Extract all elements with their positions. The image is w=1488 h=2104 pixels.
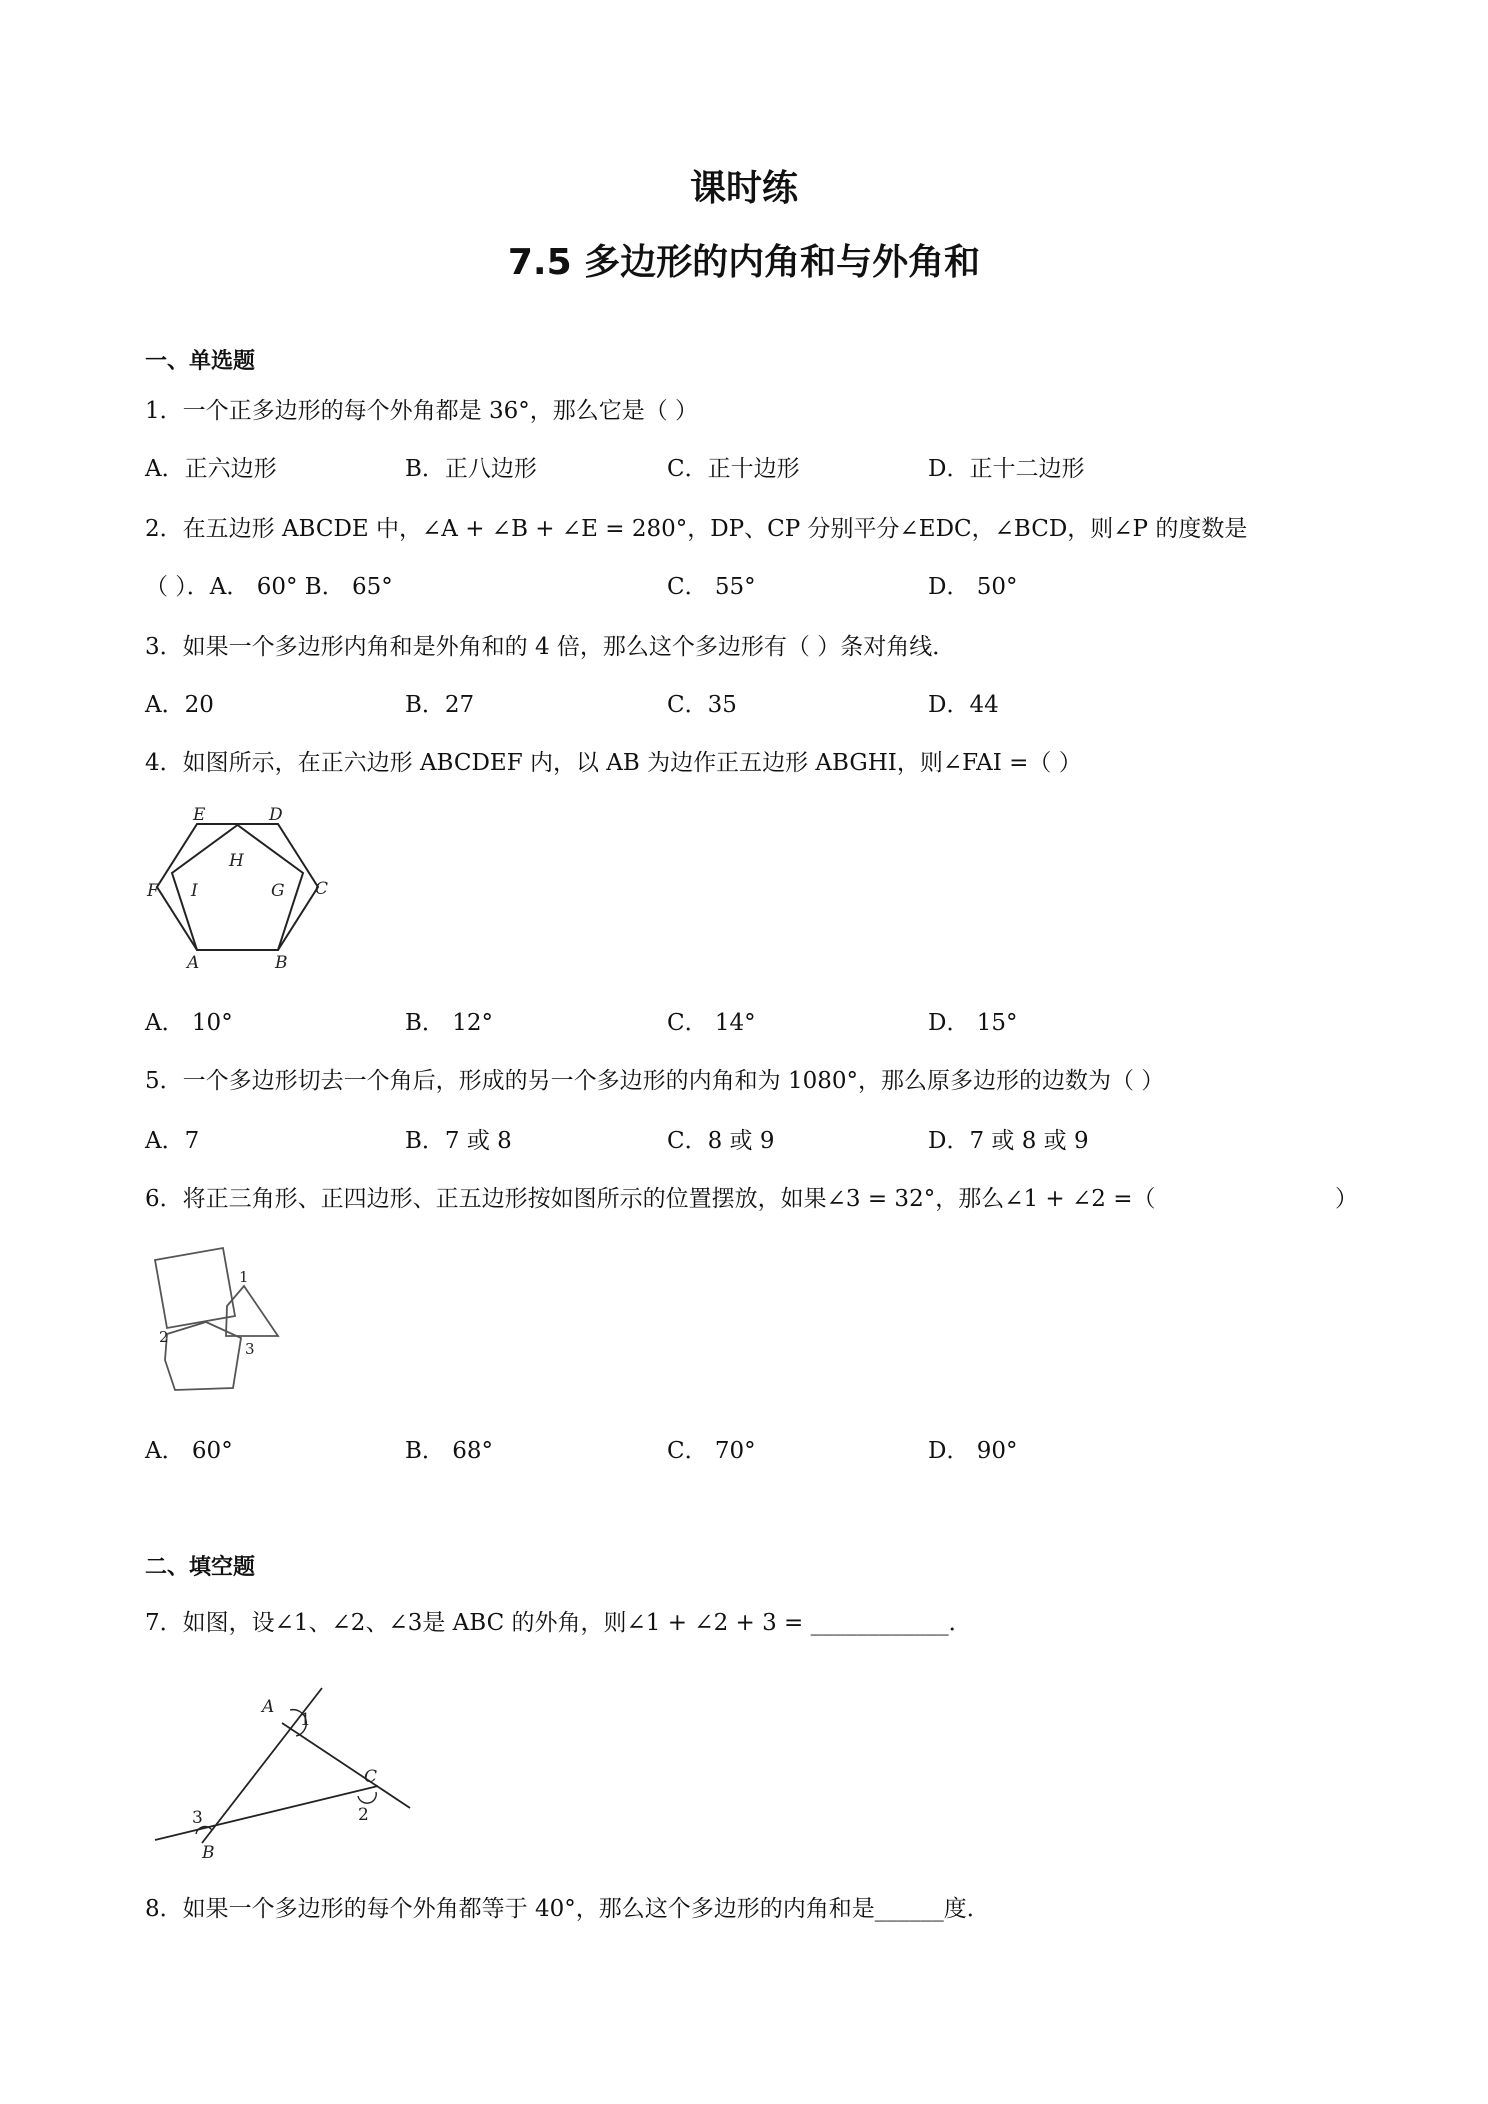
question-2: 2．在五边形 ABCDE 中，∠A + ∠B + ∠E = 280°，DP、CP 分别平分∠EDC，∠BCD，则∠P 的度数是 bbox=[145, 516, 1248, 542]
q3-option-c: C．35 bbox=[667, 692, 737, 718]
q3-option-d: D．44 bbox=[928, 692, 999, 718]
q1-option-b: B．正八边形 bbox=[405, 456, 537, 482]
section-single-choice: 一、单选题 bbox=[145, 349, 256, 374]
label-b: B bbox=[202, 1843, 215, 1860]
section-fill-blank: 二、填空题 bbox=[145, 1555, 256, 1580]
q2-option-d: D． 50° bbox=[928, 574, 1018, 600]
page-title: 课时练 bbox=[689, 168, 798, 209]
label-a: A bbox=[262, 1697, 275, 1717]
q3-option-a: A．20 bbox=[145, 692, 214, 718]
question-7: 7．如图，设∠1、∠2、∠3是 ABC 的外角，则∠1 + ∠2 + 3 = ____________． bbox=[145, 1610, 972, 1636]
q5-option-c: C．8 或 9 bbox=[667, 1128, 775, 1154]
question-6-bracket: ） bbox=[1335, 1186, 1358, 1212]
label-h: H bbox=[229, 851, 244, 871]
q6-option-a: A． 60° bbox=[145, 1438, 233, 1464]
question-8: 8．如果一个多边形的每个外角都等于 40°，那么这个多边形的内角和是______度． bbox=[145, 1896, 990, 1922]
hexagon-pentagon-figure bbox=[145, 804, 345, 974]
q1-option-d: D．正十二边形 bbox=[928, 456, 1085, 482]
label-e: E bbox=[193, 805, 206, 825]
pentagon-shape-2 bbox=[165, 1322, 241, 1390]
label-c: C bbox=[364, 1767, 378, 1787]
label-a: A bbox=[187, 953, 200, 973]
label-3: 3 bbox=[192, 1808, 203, 1828]
label-1: 1 bbox=[239, 1268, 249, 1286]
q5-option-a: A．7 bbox=[145, 1128, 200, 1154]
question-5: 5．一个多边形切去一个角后，形成的另一个多边形的内角和为 1080°，那么原多边形的边数为（ ） bbox=[145, 1068, 1165, 1094]
q4-option-c: C． 14° bbox=[667, 1010, 756, 1036]
q1-option-a: A．正六边形 bbox=[145, 456, 277, 482]
label-b: B bbox=[275, 953, 288, 973]
q5-option-b: B．7 或 8 bbox=[405, 1128, 512, 1154]
label-2: 2 bbox=[159, 1328, 169, 1346]
q2-option-c: C． 55° bbox=[667, 574, 756, 600]
label-1: 1 bbox=[300, 1710, 311, 1730]
question-4: 4．如图所示，在正六边形 ABCDEF 内，以 AB 为边作正五边形 ABGHI，则∠FAI =（ ） bbox=[145, 750, 1082, 776]
triangle-exterior-angles-figure bbox=[150, 1680, 430, 1860]
label-c: C bbox=[315, 879, 329, 899]
arc-2 bbox=[358, 1792, 376, 1803]
label-g: G bbox=[271, 881, 285, 901]
hexagon-shape bbox=[157, 824, 318, 950]
question-6: 6．将正三角形、正四边形、正五边形按如图所示的位置摆放，如果∠3 = 32°，那么∠1 + ∠2 =（ bbox=[145, 1186, 1156, 1212]
q4-option-d: D． 15° bbox=[928, 1010, 1018, 1036]
q3-option-b: B．27 bbox=[405, 692, 475, 718]
label-d: D bbox=[269, 805, 283, 825]
q6-option-d: D． 90° bbox=[928, 1438, 1018, 1464]
label-i: I bbox=[191, 881, 198, 901]
q4-option-a: A． 10° bbox=[145, 1010, 233, 1036]
question-1: 1．一个正多边形的每个外角都是 36°，那么它是（ ） bbox=[145, 398, 699, 424]
page-subtitle: 7.5 多边形的内角和与外角和 bbox=[507, 242, 981, 283]
square-shape bbox=[155, 1248, 235, 1328]
q5-option-d: D．7 或 8 或 9 bbox=[928, 1128, 1089, 1154]
label-2: 2 bbox=[358, 1805, 369, 1825]
line-ac bbox=[282, 1723, 410, 1808]
label-f: F bbox=[147, 881, 159, 901]
question-2-line2: （ ）．A． 60° B． 65° bbox=[145, 574, 393, 600]
q1-option-c: C．正十边形 bbox=[667, 456, 800, 482]
polygons-figure bbox=[145, 1240, 295, 1400]
line-bc bbox=[155, 1786, 378, 1840]
label-3: 3 bbox=[245, 1340, 255, 1358]
q4-option-b: B． 12° bbox=[405, 1010, 493, 1036]
question-3: 3．如果一个多边形内角和是外角和的 4 倍，那么这个多边形有（ ）条对角线． bbox=[145, 634, 956, 660]
q6-option-b: B． 68° bbox=[405, 1438, 493, 1464]
q6-option-c: C． 70° bbox=[667, 1438, 756, 1464]
